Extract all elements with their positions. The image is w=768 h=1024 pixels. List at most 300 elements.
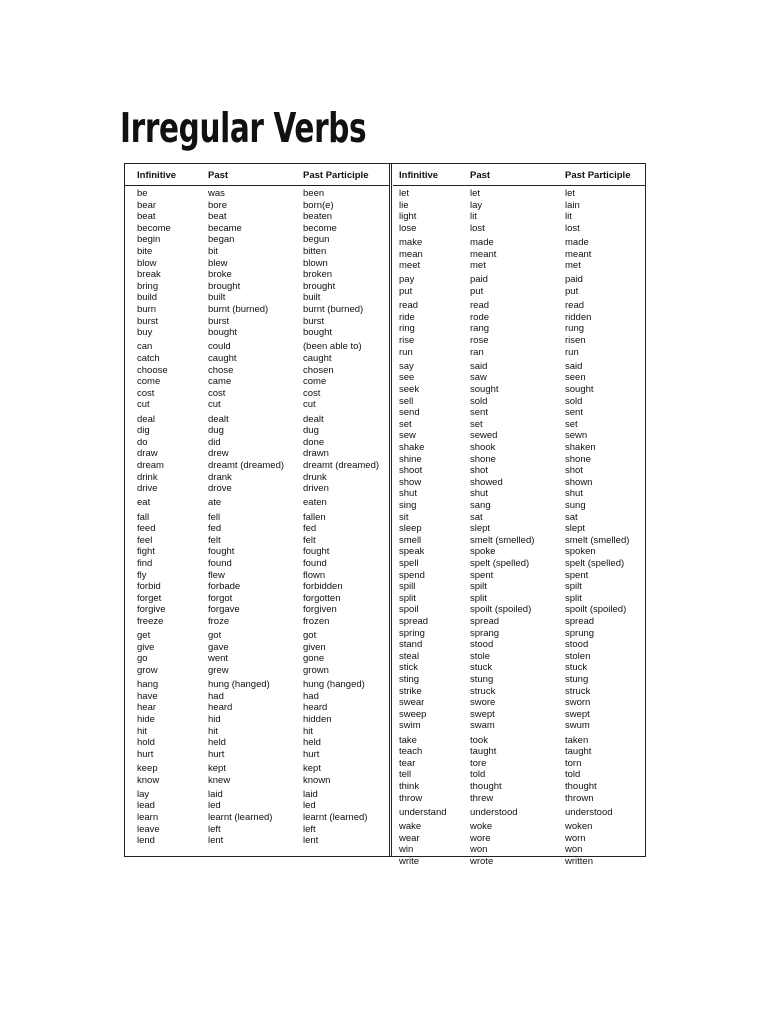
table-row <box>393 833 653 845</box>
past-cell: chose <box>208 364 234 376</box>
table-row <box>125 304 385 316</box>
table-row <box>393 465 653 477</box>
past-cell: burst <box>208 315 230 327</box>
past-participle-cell: fallen <box>303 511 326 523</box>
table-row <box>393 662 653 674</box>
past-participle-cell: caught <box>303 353 332 364</box>
past-participle-cell: bitten <box>303 246 327 257</box>
past-cell: ate <box>208 497 222 509</box>
table-row <box>125 341 385 353</box>
infinitive-cell: hurt <box>137 748 154 760</box>
table-row <box>393 407 653 419</box>
past-participle-cell: run <box>565 346 579 358</box>
past-participle-cell: drawn <box>303 448 329 460</box>
table-row <box>125 376 385 388</box>
table-row <box>393 720 653 732</box>
table-row <box>393 639 653 651</box>
past-participle-cell: given <box>303 641 326 653</box>
table-row <box>393 581 653 593</box>
past-cell: could <box>208 341 231 353</box>
past-participle-cell: born(e) <box>303 199 334 211</box>
infinitive-cell: build <box>137 292 158 304</box>
table-row <box>393 570 653 582</box>
past-participle-cell: learnt (learned) <box>303 812 368 823</box>
infinitive-cell: break <box>137 269 161 281</box>
infinitive-cell: write <box>399 855 420 867</box>
table-row <box>393 558 653 570</box>
table-row <box>125 472 385 484</box>
infinitive-cell: read <box>399 300 419 312</box>
past-participle-cell: lent <box>303 835 319 847</box>
infinitive-cell: shine <box>399 453 422 465</box>
past-cell: spent <box>470 569 494 581</box>
past-cell: forgave <box>208 604 240 616</box>
table-row <box>393 249 653 261</box>
table-row <box>393 223 653 235</box>
infinitive-cell: lose <box>399 222 417 234</box>
infinitive-cell: cut <box>137 399 150 411</box>
table-row <box>393 709 653 721</box>
past-cell: bought <box>208 327 238 339</box>
header-infinitive: Infinitive <box>399 170 439 181</box>
past-participle-cell: drunk <box>303 471 327 483</box>
past-participle-cell: lost <box>565 222 580 234</box>
past-cell: fed <box>208 523 222 535</box>
past-participle-cell: put <box>565 286 579 297</box>
table-row <box>125 616 385 628</box>
infinitive-cell: wear <box>399 832 420 844</box>
table-row <box>393 396 653 408</box>
past-participle-cell: split <box>565 592 582 604</box>
infinitive-cell: lie <box>399 199 409 211</box>
table-row <box>125 535 385 547</box>
infinitive-cell: stick <box>399 662 418 674</box>
header-past-participle: Past Participle <box>565 170 631 181</box>
infinitive-cell: spell <box>399 558 419 569</box>
past-participle-cell: thrown <box>565 792 594 804</box>
past-participle-cell: fought <box>303 546 330 558</box>
table-row <box>125 258 385 270</box>
infinitive-cell: burst <box>137 315 159 327</box>
past-participle-cell: dug <box>303 425 319 437</box>
past-cell: forbade <box>208 581 241 593</box>
table-row <box>125 414 385 426</box>
table-row <box>393 286 653 298</box>
infinitive-cell: buy <box>137 327 153 339</box>
past-cell: sprang <box>470 627 500 639</box>
past-participle-cell: sought <box>565 384 594 395</box>
past-participle-cell: left <box>303 823 316 835</box>
infinitive-cell: keep <box>137 763 158 774</box>
table-row <box>393 758 653 770</box>
past-cell: became <box>208 222 242 234</box>
infinitive-cell: let <box>399 188 410 199</box>
past-cell: began <box>208 234 235 246</box>
table-row <box>125 200 385 212</box>
past-participle-cell: led <box>303 800 316 812</box>
past-participle-cell: struck <box>565 685 591 697</box>
table-row <box>393 312 653 324</box>
past-participle-cell: shot <box>565 465 583 477</box>
infinitive-cell: give <box>137 641 155 653</box>
table-row <box>125 581 385 593</box>
table-row <box>393 477 653 489</box>
past-participle-cell: ridden <box>565 311 592 323</box>
past-participle-cell: fed <box>303 523 317 535</box>
past-participle-cell: risen <box>565 335 586 346</box>
past-cell: dreamt (dreamed) <box>208 460 285 471</box>
past-cell: spread <box>470 616 500 627</box>
table-row <box>393 500 653 512</box>
table-row <box>125 789 385 801</box>
past-cell: went <box>208 653 229 665</box>
past-participle-cell: hidden <box>303 714 332 725</box>
table-row <box>125 593 385 605</box>
table-row <box>125 604 385 616</box>
table-row <box>393 454 653 466</box>
infinitive-cell: take <box>399 734 417 746</box>
table-row <box>125 763 385 775</box>
infinitive-cell: fall <box>137 511 150 523</box>
table-row <box>125 679 385 691</box>
table-row <box>125 223 385 235</box>
table-row <box>393 419 653 431</box>
infinitive-cell: smell <box>399 534 422 546</box>
table-row <box>125 281 385 293</box>
past-cell: ran <box>470 346 484 358</box>
past-cell: left <box>208 823 221 835</box>
past-cell: showed <box>470 476 503 488</box>
past-participle-cell: spilt <box>565 581 582 593</box>
table-row <box>393 335 653 347</box>
right-panel <box>393 164 645 867</box>
table-row <box>125 546 385 558</box>
past-cell: tore <box>470 757 487 769</box>
past-cell: heard <box>208 702 233 714</box>
past-participle-cell: forbidden <box>303 581 343 593</box>
past-cell: came <box>208 376 232 388</box>
past-participle-cell: paid <box>565 274 583 286</box>
past-cell: lay <box>470 199 483 211</box>
infinitive-cell: do <box>137 436 148 448</box>
infinitive-cell: mean <box>399 248 423 260</box>
past-cell: shone <box>470 453 496 465</box>
table-row <box>393 442 653 454</box>
past-participle-cell: swum <box>565 720 590 732</box>
past-cell: sewed <box>470 430 498 442</box>
table-row <box>393 746 653 758</box>
past-cell: rang <box>470 323 490 335</box>
past-participle-cell: heard <box>303 702 328 714</box>
table-row <box>125 835 385 847</box>
past-participle-cell: burnt (burned) <box>303 304 364 315</box>
infinitive-cell: freeze <box>137 616 164 627</box>
infinitive-cell: beat <box>137 211 156 223</box>
infinitive-cell: teach <box>399 746 423 758</box>
irregular-verbs-table <box>124 163 646 867</box>
past-cell: had <box>208 690 224 702</box>
past-cell: lent <box>208 835 224 847</box>
past-participle-cell: hurt <box>303 748 320 760</box>
past-cell: saw <box>470 372 487 384</box>
past-participle-cell: spread <box>565 616 595 627</box>
infinitive-cell: sell <box>399 395 414 407</box>
past-participle-cell: hung (hanged) <box>303 679 365 691</box>
past-participle-cell: chosen <box>303 364 334 376</box>
table-row <box>125 188 385 200</box>
infinitive-cell: drive <box>137 483 158 495</box>
table-row <box>125 292 385 304</box>
infinitive-cell: hear <box>137 702 157 714</box>
past-participle-cell: read <box>565 300 585 312</box>
table-row <box>393 535 653 547</box>
left-panel <box>125 164 389 856</box>
table-row <box>393 488 653 500</box>
table-row <box>393 211 653 223</box>
infinitive-cell: lend <box>137 835 155 847</box>
past-cell: drove <box>208 483 232 495</box>
past-participle-cell: worn <box>565 832 586 844</box>
page-title: Irregular Verbs <box>120 104 367 152</box>
infinitive-cell: think <box>399 781 420 792</box>
infinitive-cell: cost <box>137 387 155 399</box>
infinitive-cell: drink <box>137 471 158 483</box>
past-cell: blew <box>208 257 228 269</box>
past-participle-cell: dreamt (dreamed) <box>303 460 380 471</box>
table-row <box>393 323 653 335</box>
infinitive-cell: bite <box>137 246 153 257</box>
past-cell: understood <box>470 806 518 818</box>
past-cell: held <box>208 737 226 749</box>
table-row <box>393 523 653 535</box>
past-cell: drank <box>208 471 232 483</box>
infinitive-cell: see <box>399 372 415 384</box>
past-cell: fought <box>208 546 235 558</box>
past-cell: lost <box>470 222 485 234</box>
past-participle-cell: sewn <box>565 430 588 442</box>
infinitive-cell: strike <box>399 685 422 697</box>
table-row <box>125 775 385 787</box>
table-row <box>393 628 653 640</box>
past-cell: took <box>470 734 488 746</box>
infinitive-cell: sweep <box>399 708 427 720</box>
past-participle-cell: shown <box>565 476 593 488</box>
past-cell: kept <box>208 763 226 774</box>
infinitive-cell: lay <box>137 788 150 800</box>
infinitive-cell: shake <box>399 442 425 453</box>
past-participle-cell: slept <box>565 523 586 535</box>
table-row <box>393 697 653 709</box>
infinitive-cell: sit <box>399 511 409 523</box>
infinitive-cell: swim <box>399 720 421 732</box>
header-past: Past <box>208 170 229 181</box>
infinitive-cell: make <box>399 237 423 248</box>
past-participle-cell: seen <box>565 372 586 384</box>
past-cell: hung (hanged) <box>208 679 270 691</box>
infinitive-cell: eat <box>137 497 151 509</box>
infinitive-cell: dig <box>137 425 150 437</box>
past-cell: slept <box>470 523 491 535</box>
table-row <box>125 316 385 328</box>
table-row <box>393 300 653 312</box>
infinitive-cell: run <box>399 346 413 358</box>
past-cell: sat <box>470 511 483 523</box>
past-cell: spelt (spelled) <box>470 558 530 569</box>
past-cell: let <box>470 188 481 199</box>
table-row <box>125 365 385 377</box>
infinitive-cell: rise <box>399 335 415 346</box>
past-cell: hit <box>208 725 219 737</box>
past-cell: swept <box>470 708 495 720</box>
past-participle-cell: been <box>303 188 325 199</box>
infinitive-cell: spoil <box>399 604 419 616</box>
past-participle-cell: stung <box>565 674 589 685</box>
table-row <box>393 616 653 628</box>
past-cell: learnt (learned) <box>208 812 273 823</box>
table-row <box>393 735 653 747</box>
table-row <box>125 691 385 703</box>
table-row <box>393 237 653 249</box>
column-divider <box>389 163 392 857</box>
past-cell: paid <box>470 274 488 286</box>
infinitive-cell: say <box>399 360 414 372</box>
past-cell: wrote <box>470 855 494 867</box>
table-row <box>125 211 385 223</box>
past-cell: spoke <box>470 546 496 558</box>
past-participle-cell: blown <box>303 257 328 269</box>
past-cell: taught <box>470 746 497 758</box>
infinitive-cell: forbid <box>137 581 161 593</box>
past-cell: cut <box>208 399 221 411</box>
infinitive-cell: choose <box>137 364 168 376</box>
past-cell: struck <box>470 685 496 697</box>
infinitive-cell: spill <box>399 581 416 593</box>
table-row <box>125 460 385 472</box>
infinitive-cell: pay <box>399 274 415 286</box>
infinitive-cell: burn <box>137 304 157 315</box>
table-row <box>125 570 385 582</box>
past-participle-cell: stuck <box>565 662 588 674</box>
past-cell: sought <box>470 384 499 395</box>
past-participle-cell: become <box>303 222 337 234</box>
past-cell: said <box>470 360 488 372</box>
past-participle-cell: cost <box>303 387 321 399</box>
infinitive-cell: get <box>137 630 151 642</box>
past-participle-cell: built <box>303 292 321 304</box>
infinitive-cell: hold <box>137 737 155 749</box>
past-participle-cell: brought <box>303 280 336 292</box>
infinitive-cell: catch <box>137 353 160 364</box>
infinitive-cell: learn <box>137 812 159 823</box>
past-cell: flew <box>208 569 225 581</box>
past-participle-cell: frozen <box>303 616 330 627</box>
table-row <box>125 246 385 258</box>
infinitive-cell: find <box>137 558 153 569</box>
table-row <box>393 769 653 781</box>
table-row <box>125 523 385 535</box>
past-cell: stung <box>470 674 494 685</box>
table-row <box>393 430 653 442</box>
infinitive-cell: tell <box>399 769 412 781</box>
past-participle-cell: done <box>303 436 325 448</box>
table-row <box>125 630 385 642</box>
past-participle-cell: shone <box>565 453 591 465</box>
past-cell: broke <box>208 269 232 281</box>
past-cell: stuck <box>470 662 493 674</box>
past-cell: did <box>208 436 221 448</box>
past-cell: thought <box>470 781 502 792</box>
header-infinitive: Infinitive <box>137 170 177 181</box>
past-participle-cell: swept <box>565 708 590 720</box>
infinitive-cell: feed <box>137 523 156 535</box>
past-participle-cell: woken <box>565 821 593 832</box>
infinitive-cell: send <box>399 407 420 419</box>
table-row <box>125 737 385 749</box>
past-participle-cell: spent <box>565 569 589 581</box>
past-participle-cell: grown <box>303 665 329 676</box>
table-row <box>393 347 653 359</box>
infinitive-cell: dream <box>137 460 164 471</box>
infinitive-cell: ring <box>399 323 415 335</box>
infinitive-cell: put <box>399 286 413 297</box>
past-cell: bit <box>208 246 219 257</box>
past-cell: found <box>208 558 232 569</box>
infinitive-cell: wake <box>399 821 422 832</box>
past-cell: felt <box>208 534 221 546</box>
infinitive-cell: blow <box>137 257 157 269</box>
past-cell: swam <box>470 720 495 732</box>
table-row <box>125 425 385 437</box>
past-cell: sang <box>470 500 491 511</box>
past-cell: stood <box>470 639 494 651</box>
past-participle-cell: cut <box>303 399 316 411</box>
past-participle-cell: won <box>565 844 583 856</box>
infinitive-cell: shut <box>399 488 417 500</box>
past-participle-cell: sent <box>565 407 583 419</box>
past-cell: gave <box>208 641 229 653</box>
table-row <box>125 665 385 677</box>
past-cell: smelt (smelled) <box>470 534 535 546</box>
infinitive-cell: know <box>137 774 160 786</box>
past-participle-cell: gone <box>303 653 325 665</box>
past-participle-cell: held <box>303 737 321 749</box>
past-participle-cell: written <box>565 855 593 867</box>
past-participle-cell: spoken <box>565 546 596 558</box>
past-cell: knew <box>208 774 231 786</box>
past-participle-cell: torn <box>565 757 582 769</box>
past-participle-cell: stolen <box>565 650 591 662</box>
table-row <box>125 388 385 400</box>
past-participle-cell: told <box>565 769 581 781</box>
infinitive-cell: can <box>137 341 153 353</box>
past-participle-cell: stood <box>565 639 589 651</box>
infinitive-cell: spring <box>399 627 425 639</box>
table-row <box>393 793 653 805</box>
past-cell: dug <box>208 425 224 437</box>
table-row <box>393 593 653 605</box>
table-row <box>125 558 385 570</box>
infinitive-cell: bring <box>137 280 159 292</box>
infinitive-cell: draw <box>137 448 158 460</box>
past-cell: wore <box>470 832 491 844</box>
infinitive-cell: hide <box>137 714 155 725</box>
infinitive-cell: set <box>399 418 412 430</box>
past-participle-cell: begun <box>303 234 330 246</box>
table-row <box>125 437 385 449</box>
past-cell: split <box>470 592 487 604</box>
past-participle-cell: taken <box>565 734 589 746</box>
table-row <box>393 674 653 686</box>
